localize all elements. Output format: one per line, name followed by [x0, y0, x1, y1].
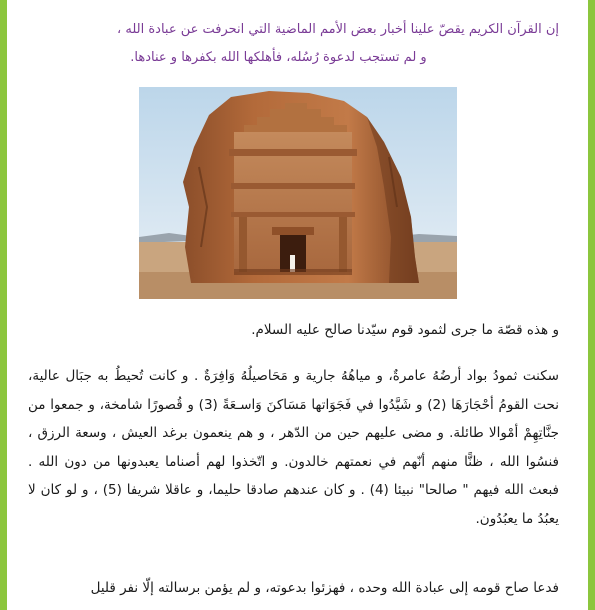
page-content [22, 0, 573, 610]
story-paragraph [28, 362, 559, 534]
door-pediment [272, 227, 314, 235]
middle-cornice [231, 183, 355, 189]
page-border-left [0, 0, 7, 610]
story-last-line: فدعا صاح قومه إلى عبادة الله وحده ، فهزئوا بدعوته، و لم يؤمن برسالته إلّا نفر قليل [90, 580, 559, 596]
facade-base-shadow [234, 269, 352, 275]
lower-cornice [231, 212, 355, 217]
pilaster-left [239, 217, 247, 272]
intro-line-1: إن القرآن الكريم يقصّ علينا أخبار بعض الأمم الماضية التي انحرفت عن عبادة الله ، [117, 22, 559, 37]
intro-paragraph [24, 16, 559, 72]
upper-cornice [229, 149, 357, 156]
intro-line-2: و لم تستجب لدعوة رُسُله، فأهلكها الله بكفرها و عنادها. [130, 50, 427, 65]
pilaster-right [339, 217, 347, 272]
story-text: سكنت ثمودُ بواد أرضُهُ عامرةٌ، و مياهُهُ جارية و مَحَاصيلُهُ وَافِرَةٌ . و كانت تُحيطُ به جبَال عالية، نحت القومُ أحْجَارَهَا (2) و شَيَّدُوا في فَجَوَاتها مَسَاكنَ وَاسـعَةً (3) و قُصورًا شامخة، و جمعوا من جنَّاتِهِمْ أمْوالا طائلة. و مضى عليهم حين من الدّهر ، و هم ينعمون برغد العيش ، وسعة الرزق ، فنسُوا الله ، ظنًّا منهم أنّهم في نعمتهم خالدون. و اتّخذوا لهم أصناما يعبدونها من دون الله . فبعث الله فيهم " صالحا" نبيئا (4) . و كان عندهم صادقا حليما، و عاقلا شريفا (5) ، و لو كان لا يعبُدُ ما يعبُدُون. [28, 368, 559, 527]
page-border-right [588, 0, 595, 610]
tomb-photo [139, 87, 457, 299]
story-intro-line: و هذه قصّة ما جرى لثمود قوم سيّدنا صالح عليه السلام. [251, 322, 559, 338]
